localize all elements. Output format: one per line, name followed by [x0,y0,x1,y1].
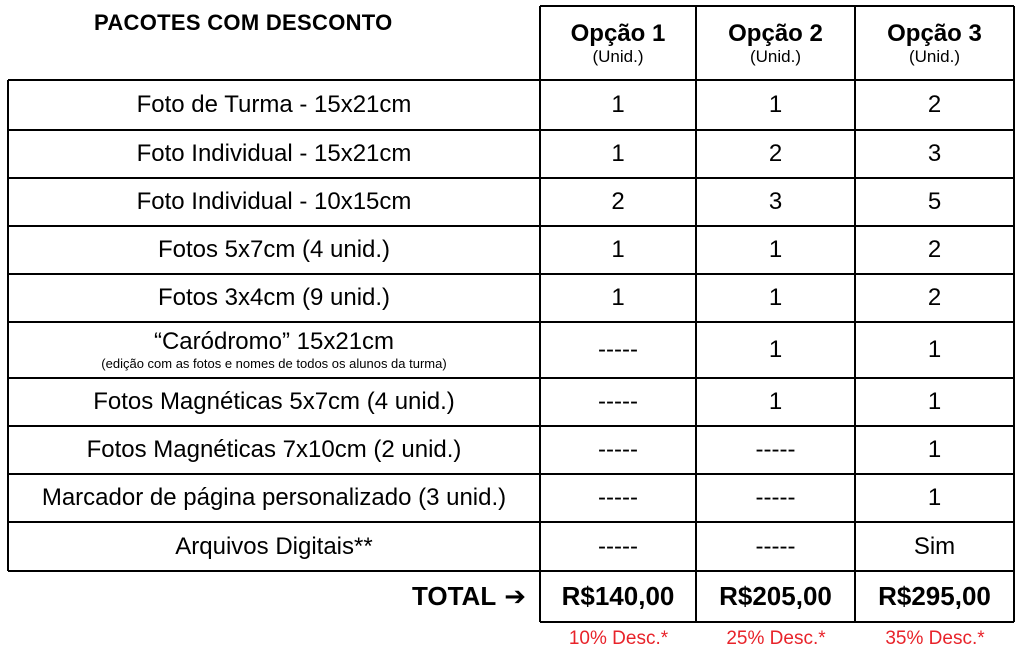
discount-label-option-2: 25% Desc.* [726,628,826,649]
row-value-option-2: 1 [768,91,783,118]
page-title: PACOTES COM DESCONTO [94,10,393,35]
row-value-option-1: 2 [611,188,625,215]
column-header-unit: (Unid.) [908,47,960,66]
row-value-option-1: 1 [611,284,625,311]
row-label [8,130,540,178]
column-divider [854,6,856,622]
total-price-option-3: R$295,00 [878,581,991,611]
column-header-option-3 [855,6,1014,80]
arrow-right-icon: ➔ [504,581,526,611]
row-value-option-3: Sim [913,532,956,560]
row-value-option-2: 3 [768,188,783,215]
row-divider [8,225,1014,227]
column-divider [1013,6,1015,622]
row-value-option-1: ----- [598,436,638,463]
row-label-text: Foto de Turma - 15x21cm [136,91,412,118]
row-divider [8,570,1014,572]
row-label [8,80,540,130]
header-top-border [540,5,1014,7]
row-value-option-1: 1 [611,91,625,118]
row-value-option-3: 2 [927,91,942,118]
row-label [8,378,540,426]
row-value-option-1: 1 [611,236,625,263]
row-value-option-3: 1 [927,336,942,363]
row-divider [8,177,1014,179]
total-price-option-2: R$205,00 [719,581,832,611]
row-label [8,322,540,378]
column-header-label: Opção 3 [887,20,982,47]
row-value-option-1: ----- [598,388,638,415]
row-value-option-2: 1 [768,236,783,263]
column-header-unit: (Unid.) [592,47,644,66]
row-value-option-1: 1 [611,140,625,167]
row-label-text: Fotos 5x7cm (4 unid.) [157,236,391,263]
row-label-text: Fotos Magnéticas 7x10cm (2 unid.) [86,436,462,463]
row-divider [8,521,1014,523]
column-header-unit: (Unid.) [749,47,801,66]
row-value-option-1: ----- [598,336,638,363]
row-divider [8,425,1014,427]
row-value-option-3: 3 [927,140,942,167]
row-label-text: Foto Individual - 15x21cm [136,140,412,167]
row-divider [8,377,1014,379]
column-header-label: Opção 1 [570,20,666,47]
row-value-option-2: ----- [755,436,796,463]
row-value-option-3: 1 [927,436,942,463]
row-divider [8,129,1014,131]
total-label [8,571,526,622]
discount-label-option-3: 35% Desc.* [885,628,985,649]
row-label-note: (edição com as fotos e nomes de todos os alunos da turma) [101,356,447,371]
row-label [8,474,540,522]
row-divider [8,79,1014,81]
column-header-label: Opção 2 [728,20,823,47]
column-divider [695,6,697,622]
column-header-option-2 [696,6,855,80]
row-value-option-2: ----- [755,484,796,511]
row-divider [8,321,1014,323]
column-header-option-1 [540,6,696,80]
row-value-option-1: ----- [598,484,638,511]
row-divider [8,473,1014,475]
row-value-option-2: 2 [768,140,783,167]
total-bottom-border [540,621,1014,623]
row-value-option-2: 1 [768,336,783,363]
row-label-text: Marcador de página personalizado (3 unid.) [41,484,507,511]
row-label [8,274,540,322]
label-left-border [7,80,9,571]
total-price-option-1: R$140,00 [561,581,675,611]
row-label-text: Foto Individual - 10x15cm [136,188,412,215]
row-value-option-3: 2 [927,284,942,311]
row-label-text: “Caródromo” 15x21cm [153,328,395,355]
discount-label-option-1: 10% Desc.* [568,628,669,649]
row-value-option-3: 1 [927,484,942,511]
row-value-option-2: ----- [755,532,796,560]
row-divider [8,273,1014,275]
row-label [8,426,540,474]
row-label-text: Fotos 3x4cm (9 unid.) [157,284,391,311]
row-value-option-2: 1 [768,388,783,415]
column-divider [539,6,541,622]
row-label-text: Fotos Magnéticas 5x7cm (4 unid.) [93,388,455,415]
row-value-option-3: 5 [927,188,942,215]
row-label [8,226,540,274]
row-value-option-3: 2 [927,236,942,263]
row-value-option-1: ----- [598,532,638,560]
row-label-text: Arquivos Digitais** [175,532,373,560]
row-label [8,178,540,226]
row-label [8,522,540,571]
row-value-option-2: 1 [768,284,783,311]
total-label-text: TOTAL [411,581,497,611]
row-value-option-3: 1 [927,388,942,415]
